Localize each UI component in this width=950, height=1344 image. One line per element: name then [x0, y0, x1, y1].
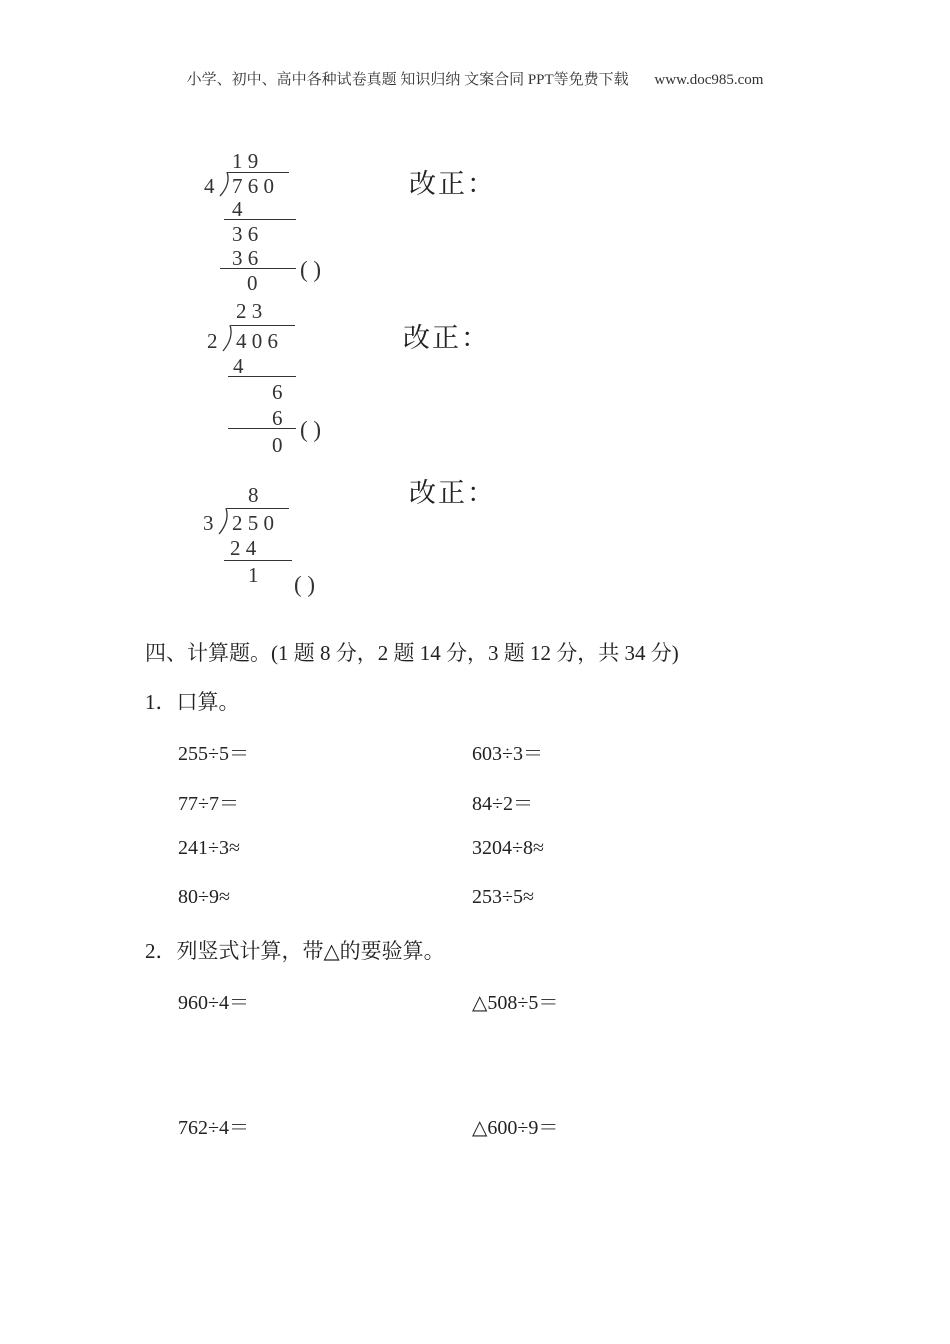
- step-line: 4: [232, 197, 243, 221]
- step-rule: [220, 268, 296, 269]
- remainder: 1: [248, 563, 259, 587]
- step-line: 3 6: [232, 246, 259, 270]
- step-line: 2 4: [230, 536, 257, 560]
- header-url: www.doc985.com: [654, 72, 764, 88]
- quotient: 8: [248, 483, 259, 507]
- oral-calc-item: 84÷2＝: [472, 793, 533, 815]
- oral-calc-item: 253÷5≈: [472, 886, 534, 908]
- step-line: 3 6: [232, 222, 259, 246]
- question-2-label: 2．列竖式计算，带△的要验算。: [145, 939, 445, 963]
- division-bar: [231, 325, 295, 326]
- question-1-label: 1．口算。: [145, 690, 240, 714]
- quotient: 2 3: [236, 299, 263, 323]
- oral-calc-item: 603÷3＝: [472, 743, 543, 765]
- divisor: 2: [207, 329, 218, 353]
- step-line: 6: [272, 406, 283, 430]
- oral-calc-item: 80÷9≈: [178, 886, 230, 908]
- step-line: 6: [272, 380, 283, 404]
- oral-calc-item: 77÷7＝: [178, 793, 239, 815]
- quotient: 1 9: [232, 149, 259, 173]
- division-bracket-icon: [219, 172, 233, 198]
- answer-parentheses: ( ): [300, 417, 322, 442]
- step-rule: [228, 376, 296, 377]
- oral-calc-item: 241÷3≈: [178, 837, 240, 859]
- division-bar: [227, 508, 289, 509]
- dividend: 4 0 6: [236, 329, 278, 353]
- answer-parentheses: ( ): [294, 572, 316, 597]
- step-rule: [228, 428, 296, 429]
- correction-label: 改正：: [409, 169, 496, 199]
- vertical-calc-item: △600÷9＝: [472, 1117, 559, 1139]
- page-header: [0, 68, 950, 89]
- division-bracket-icon: [222, 325, 236, 353]
- remainder: 0: [272, 433, 283, 457]
- oral-calc-item: 255÷5＝: [178, 743, 249, 765]
- divisor: 4: [204, 174, 215, 198]
- correction-label: 改正：: [403, 323, 490, 353]
- step-rule: [224, 219, 296, 220]
- dividend: 7 6 0: [232, 174, 274, 198]
- step-line: 4: [233, 354, 244, 378]
- answer-parentheses: ( ): [300, 257, 322, 282]
- vertical-calc-item: 960÷4＝: [178, 992, 249, 1014]
- header-text: 小学、初中、高中各种试卷真题 知识归纳 文案合同 PPT等免费下载: [186, 72, 629, 88]
- section-title: 四、计算题。(1 题 8 分，2 题 14 分，3 题 12 分，共 34 分): [145, 641, 679, 665]
- correction-label: 改正：: [409, 478, 496, 508]
- dividend: 2 5 0: [232, 511, 274, 535]
- vertical-calc-item: △508÷5＝: [472, 992, 559, 1014]
- divisor: 3: [203, 511, 214, 535]
- oral-calc-item: 3204÷8≈: [472, 837, 544, 859]
- division-bracket-icon: [218, 508, 232, 536]
- division-bar: [227, 172, 289, 173]
- step-rule: [224, 560, 292, 561]
- vertical-calc-item: 762÷4＝: [178, 1117, 249, 1139]
- remainder: 0: [247, 271, 258, 295]
